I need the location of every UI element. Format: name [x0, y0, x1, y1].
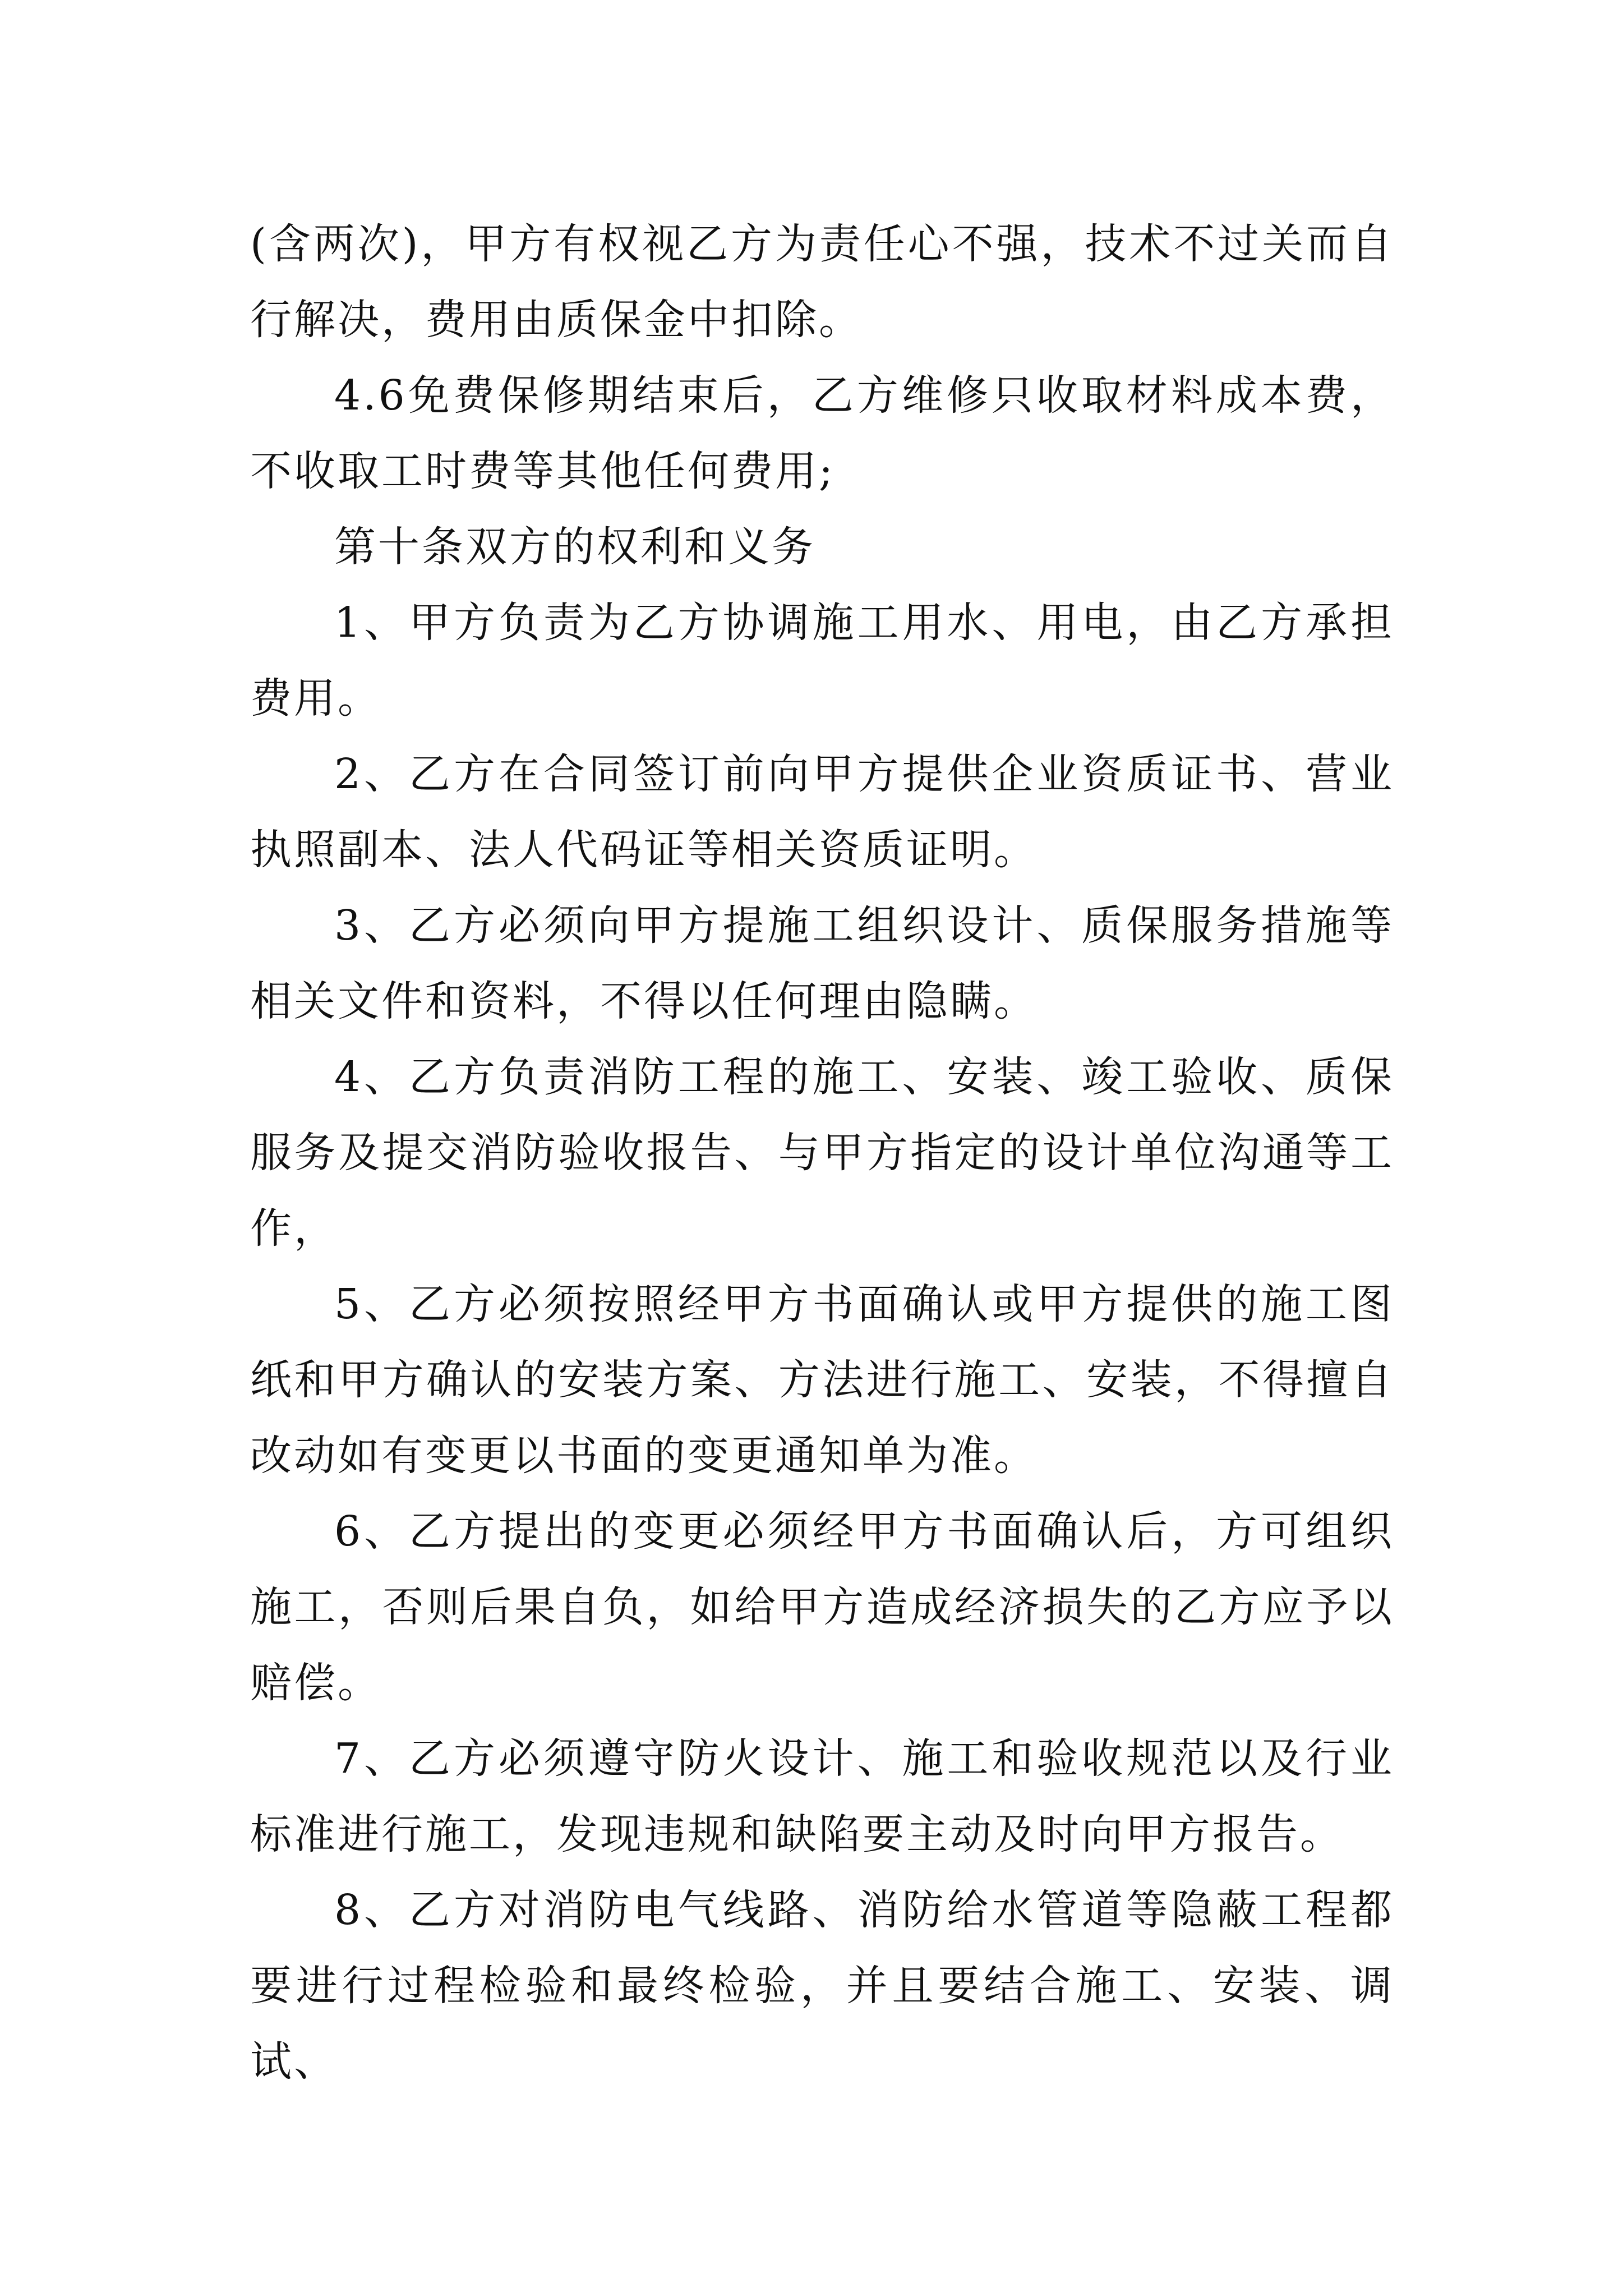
document-body	[250, 206, 1394, 2100]
paragraph-item-5: 5、乙方必须按照经甲方书面确认或甲方提供的施工图纸和甲方确认的安装方案、方法进行施工、安装，不得擅自改动如有变更以书面的变更通知单为准。	[250, 1280, 1394, 1480]
paragraph-item-6: 6、乙方提出的变更必须经甲方书面确认后，方可组织施工，否则后果自负，如给甲方造成经济损失的乙方应予以赔偿。	[250, 1507, 1394, 1707]
section-heading-article-10: 第十条双方的权利和义务	[334, 523, 815, 571]
paragraph-item-4: 4、乙方负责消防工程的施工、安装、竣工验收、质保服务及提交消防验收报告、与甲方指定的设计单位沟通等工作，	[250, 1053, 1394, 1253]
paragraph-continuation: (含两次)，甲方有权视乙方为责任心不强，技术不过关而自行解决，费用由质保金中扣除。	[250, 220, 1394, 344]
paragraph-item-2: 2、乙方在合同签订前向甲方提供企业资质证书、营业执照副本、法人代码证等相关资质证明。	[250, 750, 1394, 874]
paragraph-4-6: 4.6免费保修期结束后，乙方维修只收取材料成本费，不收取工时费等其他任何费用;	[250, 371, 1394, 495]
paragraph-item-1: 1、甲方负责为乙方协调施工用水、用电，由乙方承担费用。	[250, 599, 1394, 723]
paragraph-item-8: 8、乙方对消防电气线路、消防给水管道等隐蔽工程都要进行过程检验和最终检验，并且要结合施工、安装、调试、	[250, 1886, 1394, 2086]
paragraph-item-7: 7、乙方必须遵守防火设计、施工和验收规范以及行业标准进行施工，发现违规和缺陷要主动及时向甲方报告。	[250, 1734, 1394, 1858]
paragraph-item-3: 3、乙方必须向甲方提施工组织设计、质保服务措施等相关文件和资料，不得以任何理由隐瞒。	[250, 901, 1394, 1025]
